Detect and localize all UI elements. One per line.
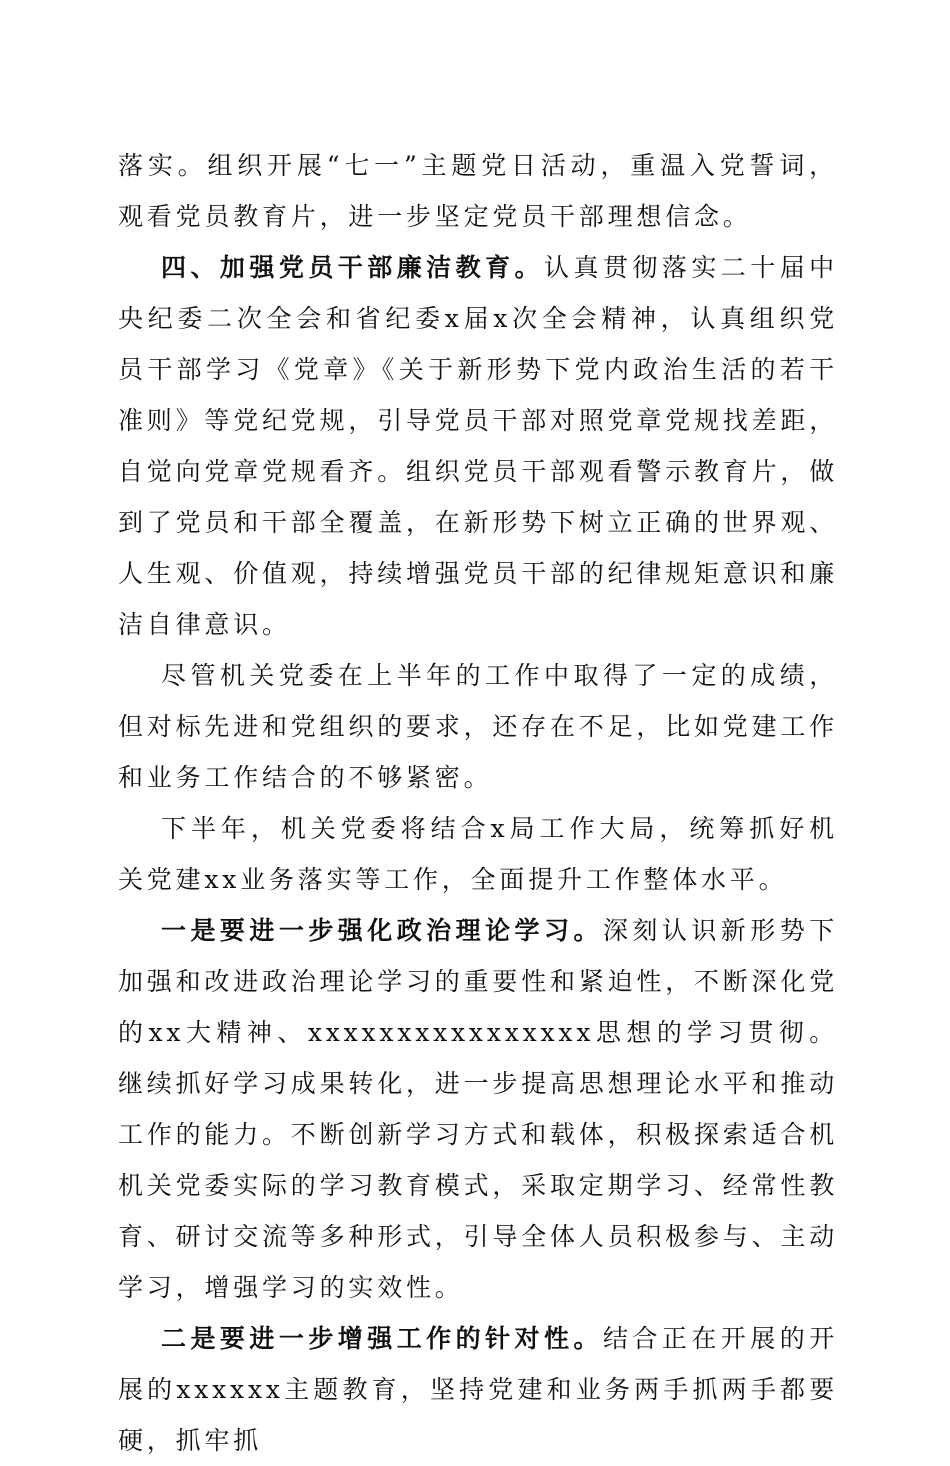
paragraph-point-one	[118, 905, 838, 1313]
paragraph-text: 认真贯彻落实二十届中央纪委二次全会和省纪委x届x次全会精神，认真组织党员干部学习《党章》《关于新形势下党内政治生活的若干准则》等党纪党规，引导党员干部对照党章党规找差距，自觉向党章党规看齐。组织党员干部观看警示教育片，做到了党员和干部全覆盖，在新形势下树立正确的世界观、人生观、价值观，持续增强党员干部的纪律规矩意识和廉洁自律意识。	[118, 253, 839, 639]
paragraph-text: 深刻认识新形势下加强和改进政治理论学习的重要性和紧迫性，不断深化党的xx大精神、xxxxxxxxxxxxxxxx思想的学习贯彻。继续抓好学习成果转化，进一步提高思想理论水平和推动工作的能力。不断创新学习方式和载体，积极探索适合机机关党委实际的学习教育模式，采取定期学习、经常性教育、研讨交流等多种形式，引导全体人员积极参与、主动学习，增强学习的实效性。	[118, 916, 839, 1302]
document-body	[118, 140, 838, 1466]
section-heading: 四、加强党员干部廉洁教育。	[161, 253, 545, 282]
paragraph-text: 落实。组织开展“七一”主题党日活动，重温入党誓词，观看党员教育片，进一步坚定党员干部理想信念。	[118, 151, 838, 231]
paragraph-continuation	[118, 140, 838, 242]
paragraph-second-half-plan	[118, 803, 838, 905]
point-heading: 二是要进一步增强工作的针对性。	[161, 1324, 603, 1353]
paragraph-section-four	[118, 242, 838, 650]
paragraph-shortcomings	[118, 650, 838, 803]
paragraph-text: 结合正在开展的开展的xxxxxx主题教育，坚持党建和业务两手抓两手都要硬，抓牢抓	[118, 1324, 838, 1455]
paragraph-point-two	[118, 1313, 838, 1466]
paragraph-text: 尽管机关党委在上半年的工作中取得了一定的成绩，但对标先进和党组织的要求，还存在不足，比如党建工作和业务工作结合的不够紧密。	[118, 661, 839, 792]
point-heading: 一是要进一步强化政治理论学习。	[161, 916, 603, 945]
paragraph-text: 下半年，机关党委将结合x局工作大局，统筹抓好机关党建xx业务落实等工作，全面提升工作整体水平。	[118, 814, 838, 894]
